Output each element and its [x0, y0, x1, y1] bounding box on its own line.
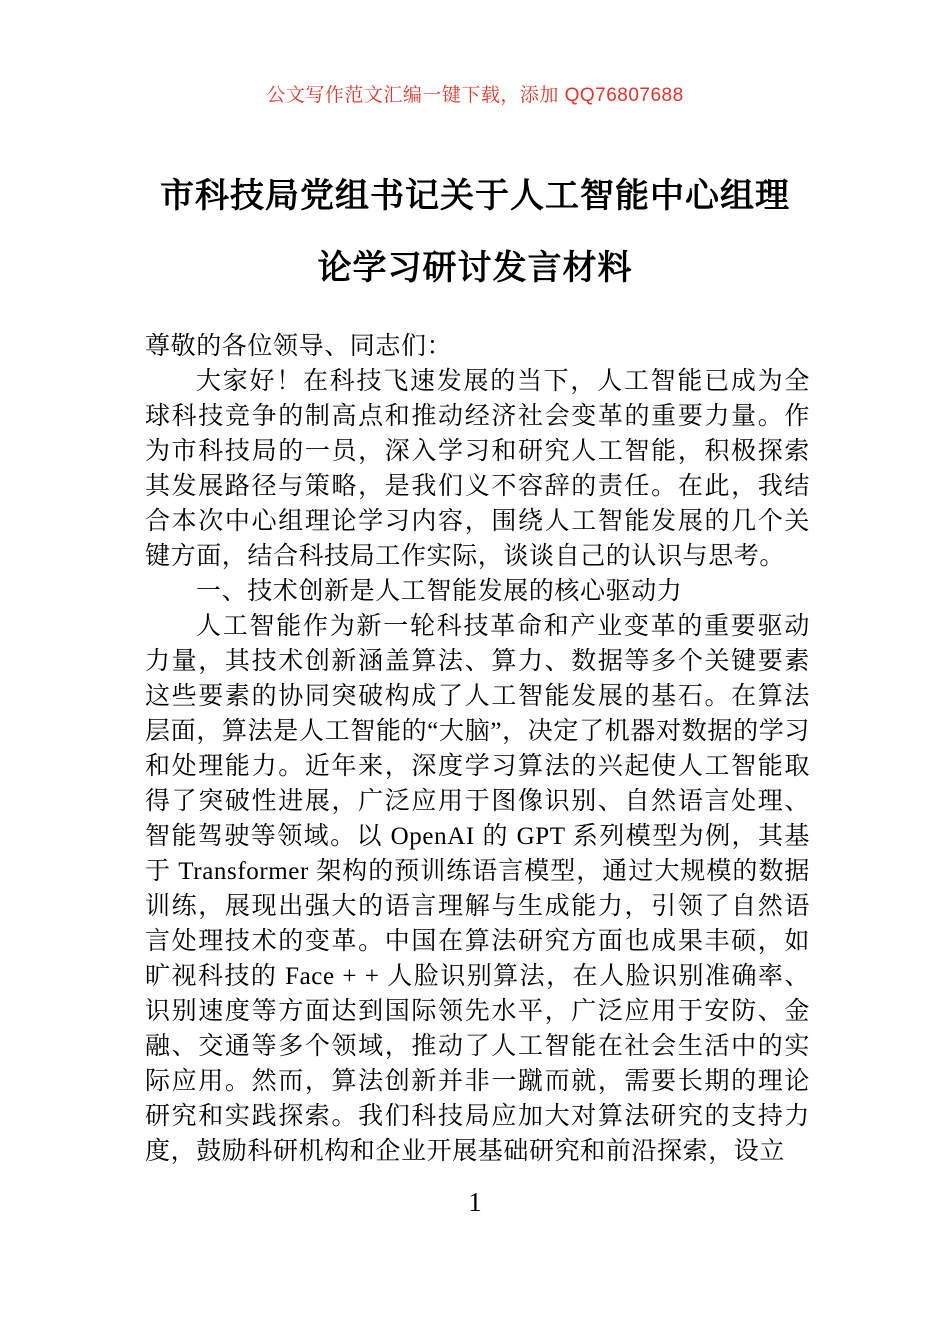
section-heading-1: 一、技术创新是人工智能发展的核心驱动力 — [196, 578, 683, 605]
intro-paragraph: 大家好！在科技飞速发展的当下，人工智能已成为全球科技竞争的制高点和推动经济社会变革的重要力量。作为市科技局的一员，深入学习和研究人工智能，积极探索其发展路径与策略，是我们义不容辞的责任。在此，我结合本次中心组理论学习内容，围绕人工智能发展的几个关键方面，结合科技局工作实际，谈谈自己的认识与思考。 — [145, 368, 810, 570]
page-number: 1 — [468, 1187, 482, 1217]
title-line-2: 论学习研讨发言材料 — [317, 249, 633, 287]
document-body — [145, 329, 810, 1169]
promo-banner: 公文写作范文汇编一键下载，添加 QQ76807688 — [266, 85, 684, 106]
salutation-paragraph: 尊敬的各位领导、同志们： — [145, 333, 453, 360]
document-title — [110, 160, 840, 304]
section-1-paragraph: 人工智能作为新一轮科技革命和产业变革的重要驱动力量，其技术创新涵盖算法、算力、数据等多个关键要素这些要素的协同突破构成了人工智能发展的基石。在算法层面，算法是人工智能的“大脑”，决定了机器对数据的学习和处理能力。近年来，深度学习算法的兴起使人工智能取得了突破性进展，广泛应用于图像识别、自然语言处理、智能驾驶等领域。以 OpenAI 的 GPT 系列模型为例，其基于 Transformer 架构的预训练语言模型，通过大规模的数据训练，展现出强大的语言理解与生成能力，引领了自然语言处理技术的变革。中国在算法研究方面也成果丰硕，如旷视科技的 Face + + 人脸识别算法，在人脸识别准确率、识别速度等方面达到国际领先水平，广泛应用于安防、金融、交通等多个领域，推动了人工智能在社会生活中的实际应用。然而，算法创新并非一蹴而就，需要长期的理论研究和实践探索。我们科技局应加大对算法研究的支持力度，鼓励科研机构和企业开展基础研究和前沿探索，设立 — [145, 613, 810, 1165]
title-line-1: 市科技局党组书记关于人工智能中心组理 — [160, 177, 790, 215]
